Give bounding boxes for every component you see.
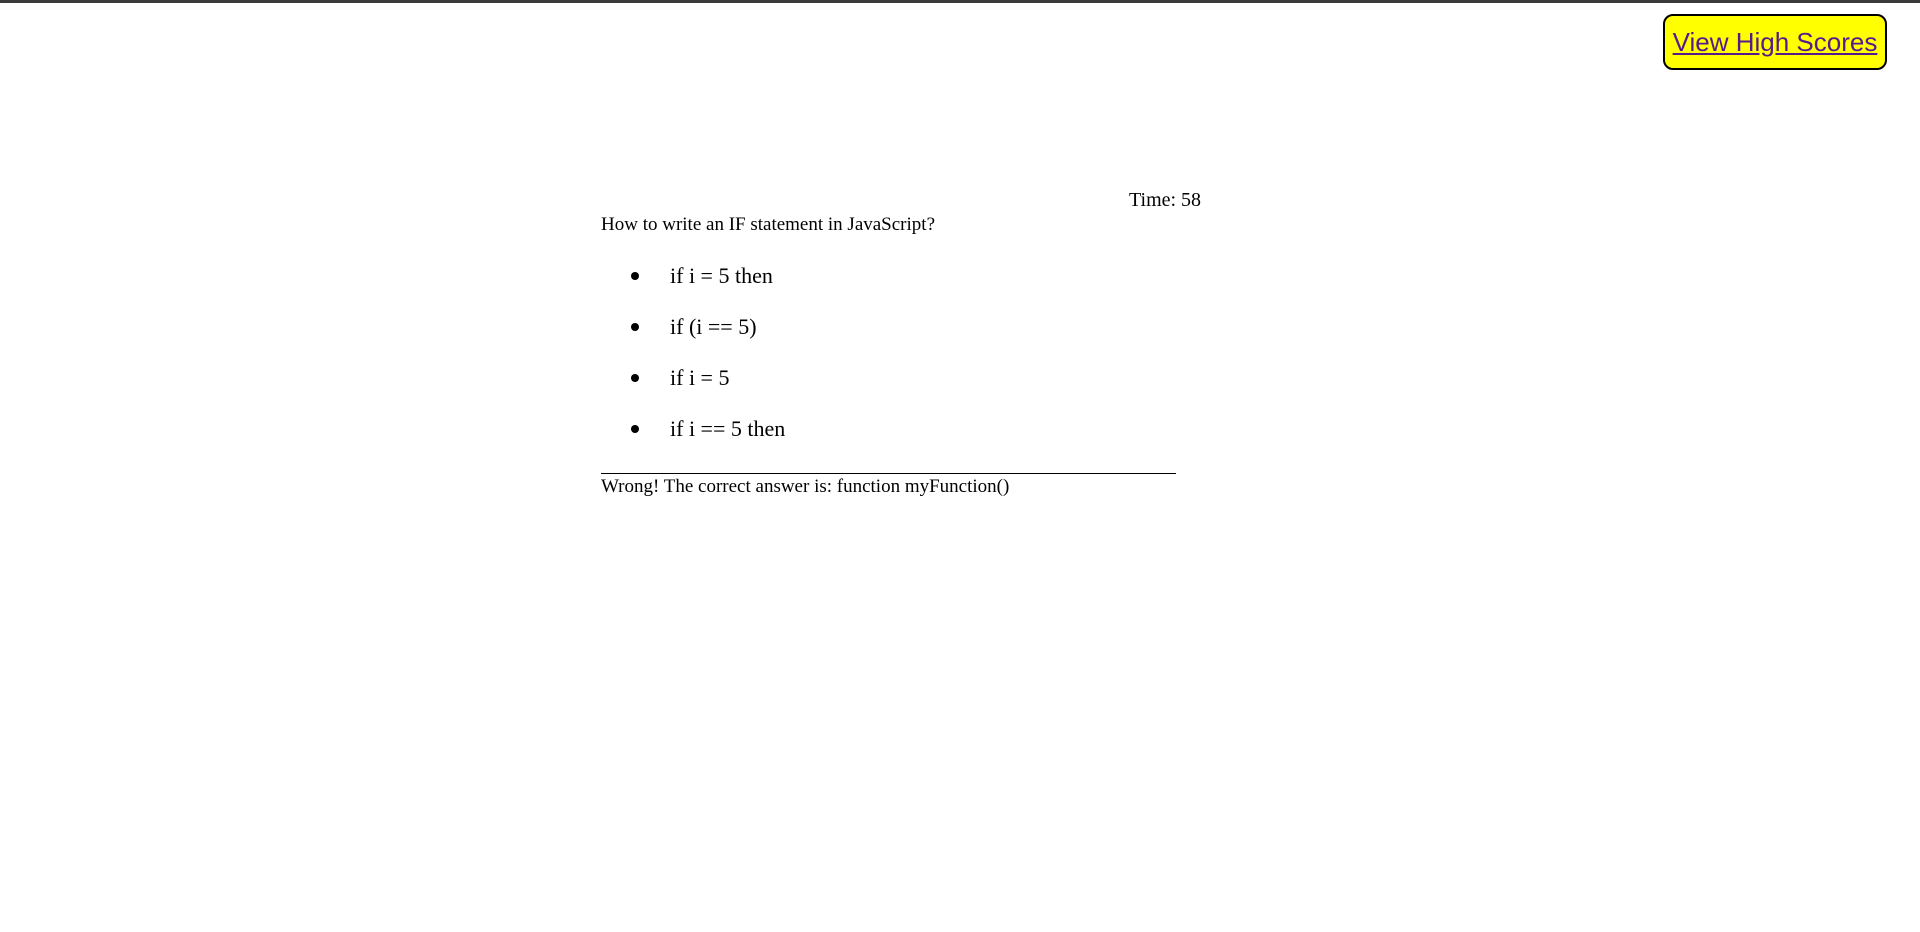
feedback-message: Wrong! The correct answer is: function myFunction() [601,476,1010,497]
choice-item[interactable] [601,360,785,411]
choice-label: if i = 5 then [670,263,773,288]
choice-label: if i = 5 [670,365,730,390]
feedback-divider [601,473,1176,474]
choices-list [601,258,785,462]
bullet-icon [631,323,639,331]
choice-item[interactable] [601,309,785,360]
timer: Time: 58 [1129,189,1202,211]
question-text: How to write an IF statement in JavaScript? [601,214,936,235]
bullet-icon [631,374,639,382]
top-border [0,0,1920,3]
bullet-icon [631,425,639,433]
bullet-icon [631,272,639,280]
choice-item[interactable] [601,258,785,309]
view-high-scores-button[interactable]: View High Scores [1663,14,1887,70]
choice-item[interactable] [601,411,785,462]
choice-label: if i == 5 then [670,416,786,441]
choice-label: if (i == 5) [670,314,757,339]
